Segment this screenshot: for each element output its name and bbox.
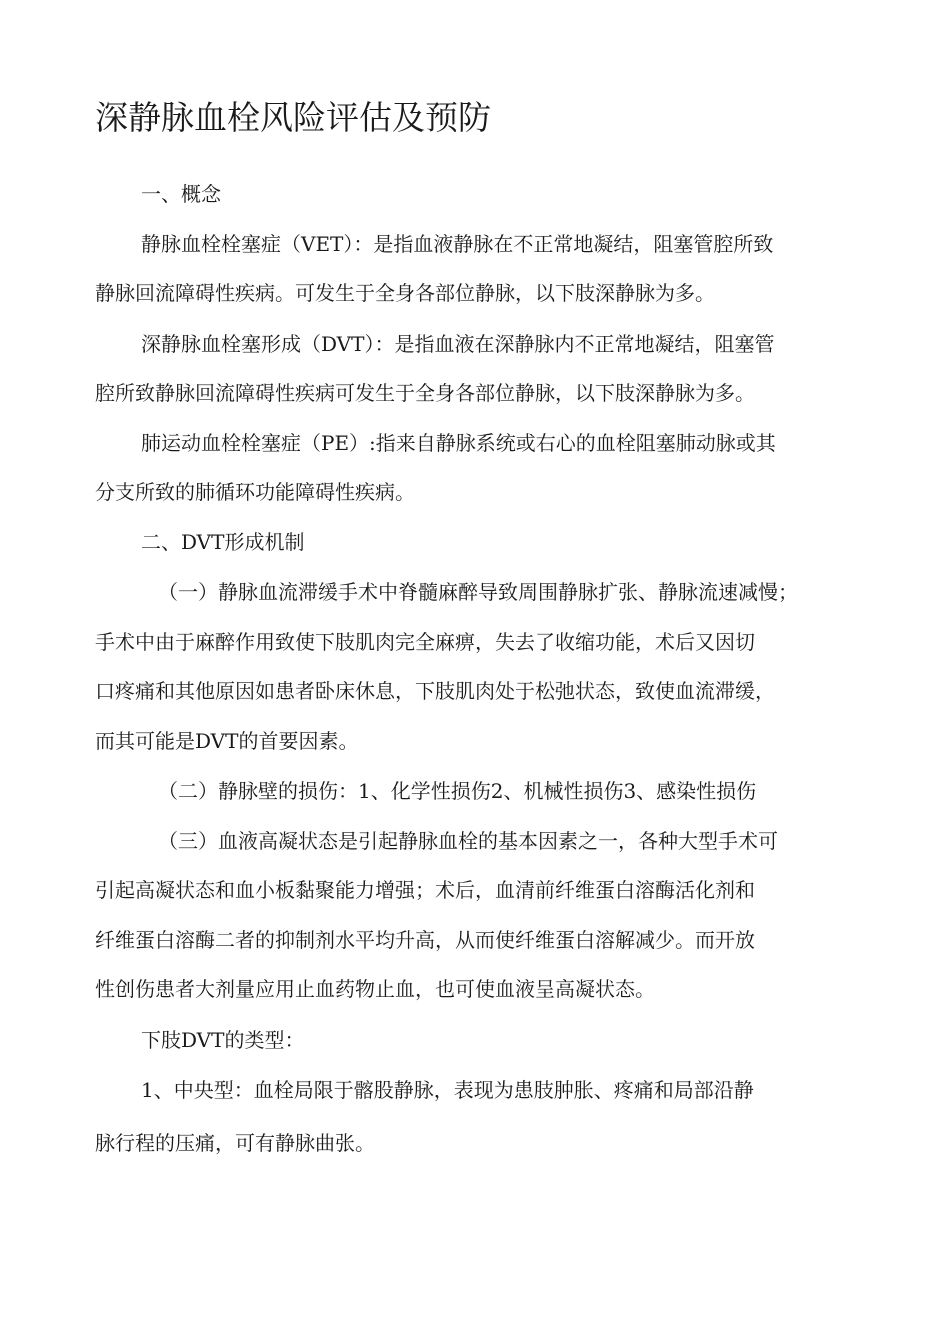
paragraph-line: 而其可能是DVT的首要因素。 (95, 729, 359, 753)
paragraph-line: 腔所致静脉回流障碍性疾病可发生于全身各部位静脉，以下肢深静脉为多。 (95, 381, 755, 405)
paragraph-line: 性创伤患者大剂量应用止血药物止血，也可使血液呈高凝状态。 (95, 977, 655, 1001)
section-heading-dvt-types: 下肢DVT的类型： (141, 1028, 305, 1052)
paragraph-line: （三）血液高凝状态是引起静脉血栓的基本因素之一，各种大型手术可 (158, 829, 778, 853)
document-title: 深静脉血栓风险评估及预防 (95, 98, 491, 137)
paragraph-line: 纤维蛋白溶酶二者的抑制剂水平均升高，从而使纤维蛋白溶解减少。而开放 (95, 928, 755, 952)
paragraph-line: （一）静脉血流滞缓手术中脊髓麻醉导致周围静脉扩张、静脉流速减慢； (158, 580, 798, 604)
paragraph-line: 口疼痛和其他原因如患者卧床休息，下肢肌肉处于松弛状态，致使血流滞缓， (95, 679, 775, 703)
paragraph-line: 引起高凝状态和血小板黏聚能力增强；术后，血清前纤维蛋白溶酶活化剂和 (95, 878, 755, 902)
paragraph-line: 深静脉血栓塞形成（DVT）：是指血液在深静脉内不正常地凝结，阻塞管 (141, 332, 775, 356)
paragraph-line: 静脉回流障碍性疾病。可发生于全身各部位静脉，以下肢深静脉为多。 (95, 281, 715, 305)
section-heading-concept: 一、概念 (141, 182, 221, 206)
paragraph-line: 静脉血栓栓塞症（VET）：是指血液静脉在不正常地凝结，阻塞管腔所致 (141, 232, 774, 256)
paragraph-line: 分支所致的肺循环功能障碍性疾病。 (95, 480, 415, 504)
section-heading-mechanism: 二、DVT形成机制 (141, 530, 305, 554)
paragraph-line: 手术中由于麻醉作用致使下肢肌肉完全麻痹，失去了收缩功能，术后又因切 (95, 630, 755, 654)
paragraph-line: 1、中央型：血栓局限于髂股静脉，表现为患肢肿胀、疼痛和局部沿静 (141, 1078, 754, 1102)
paragraph-line: 肺运动血栓栓塞症（PE）:指来自静脉系统或右心的血栓阻塞肺动脉或其 (141, 431, 776, 455)
paragraph-line: 脉行程的压痛，可有静脉曲张。 (95, 1131, 375, 1155)
paragraph-line: （二）静脉壁的损伤：1、化学性损伤2、机械性损伤3、感染性损伤 (158, 779, 757, 803)
